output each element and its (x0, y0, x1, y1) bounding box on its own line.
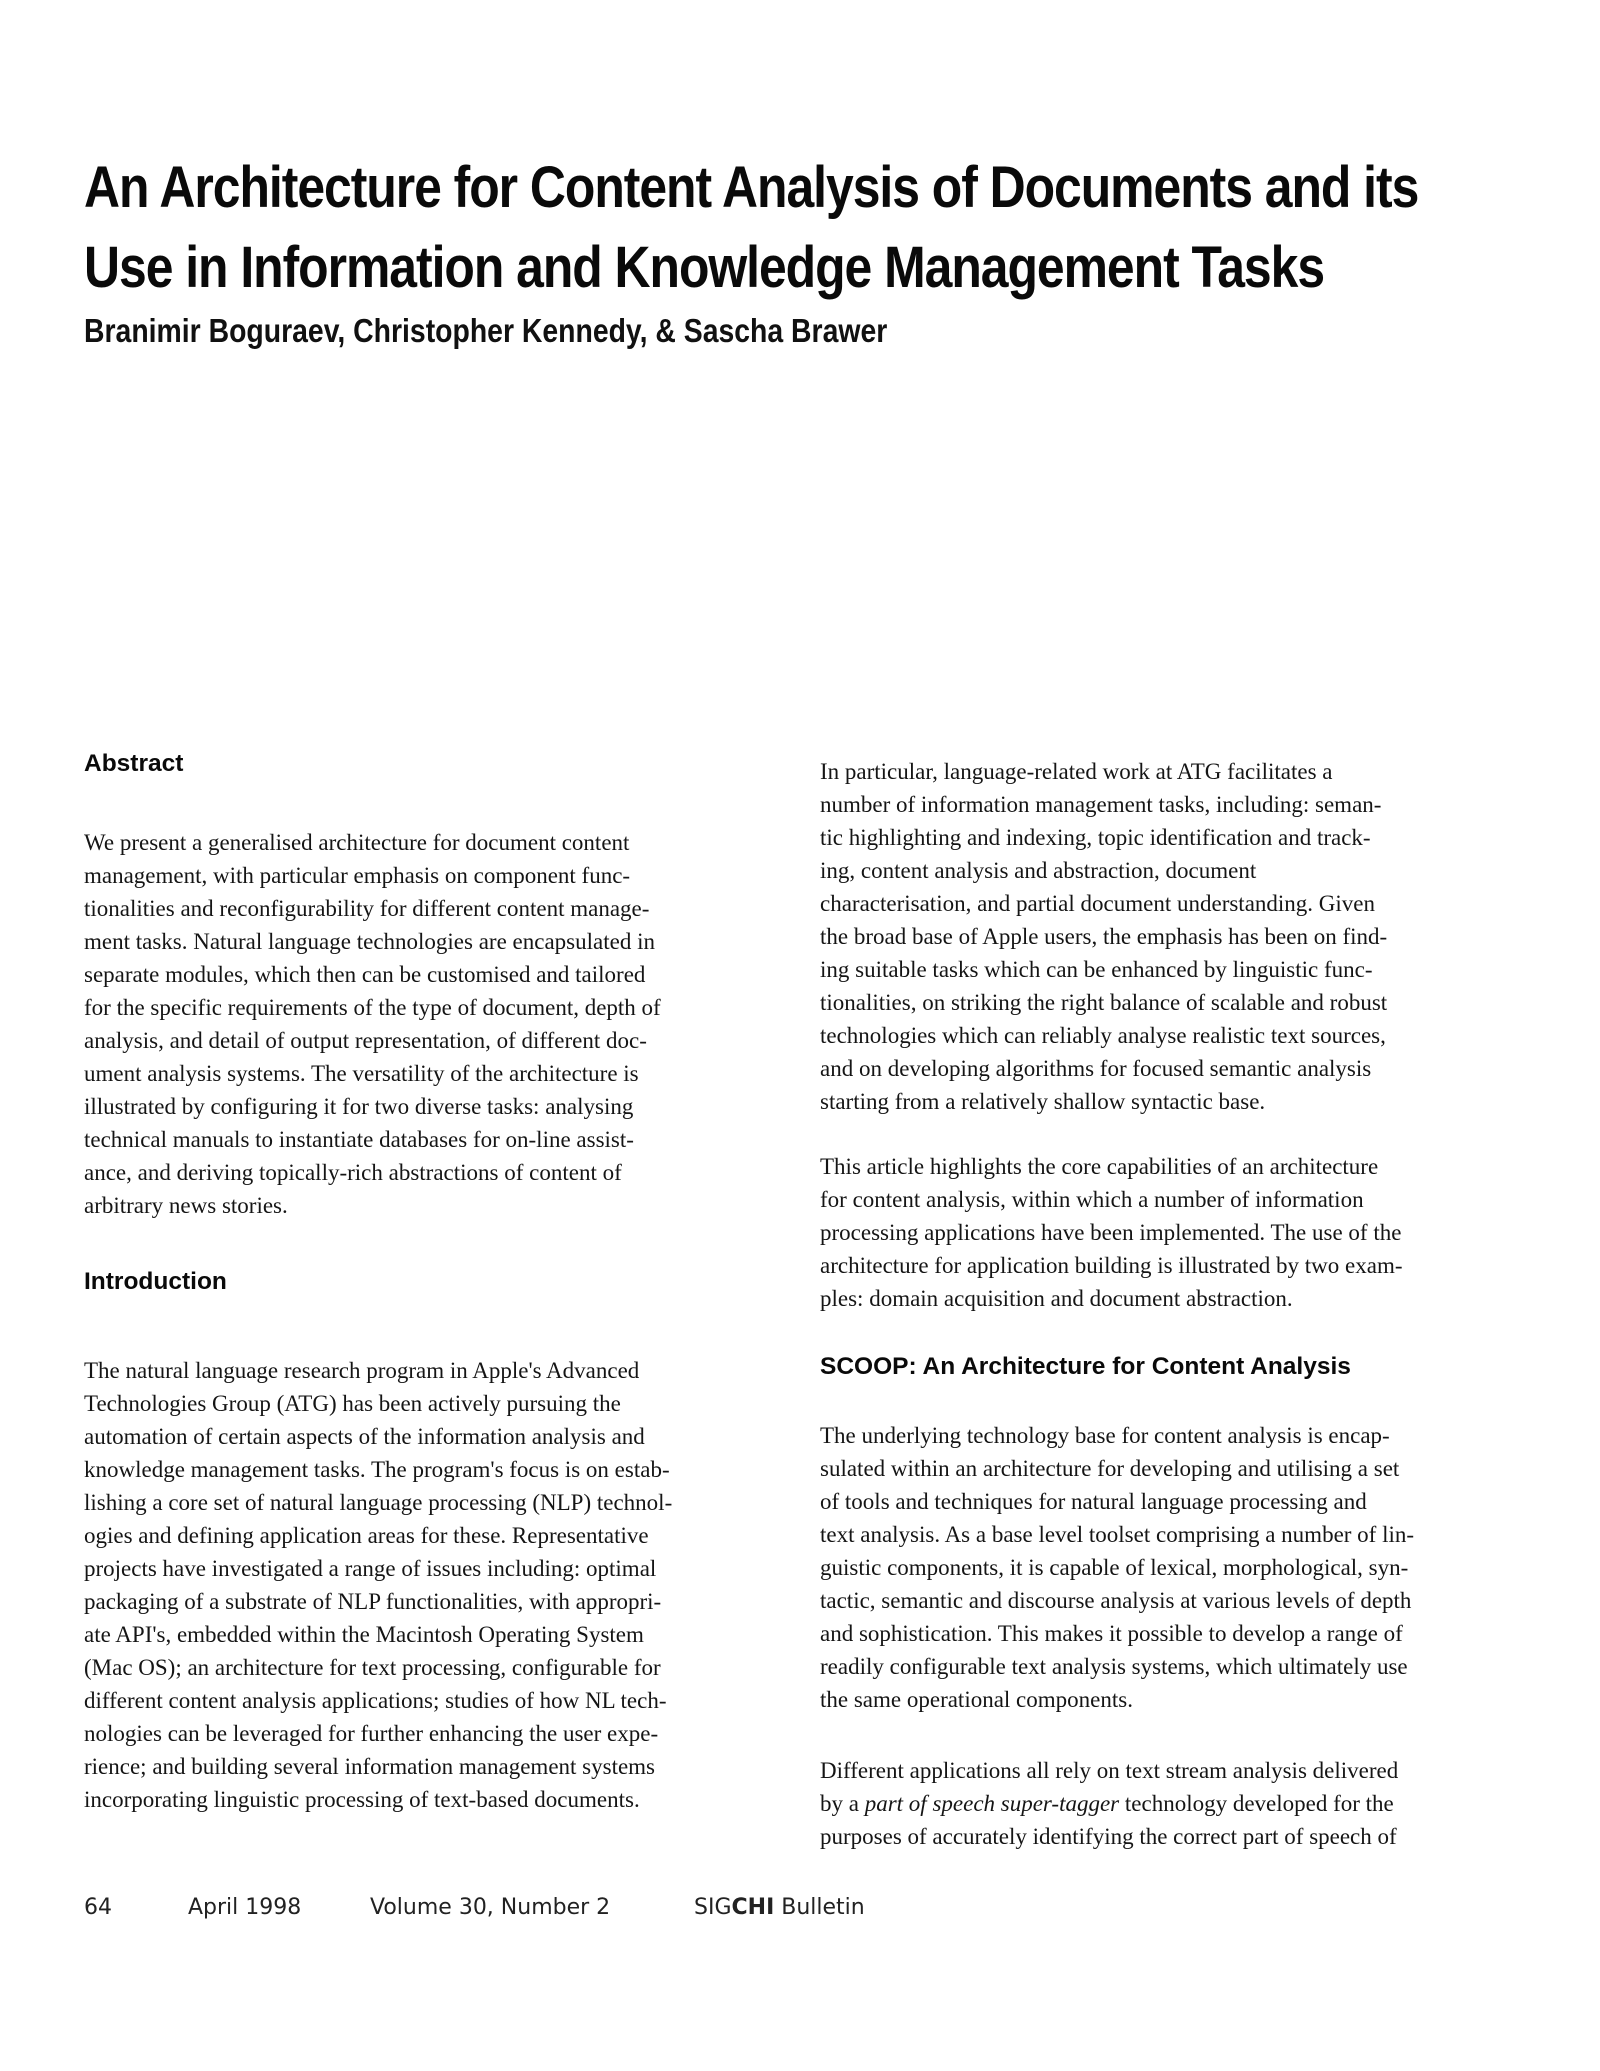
text-line: ing suitable tasks which can be enhanced by linguistic func- (820, 957, 1373, 982)
publication-bold: CHI (731, 1895, 775, 1920)
text-line: the same operational components. (820, 1687, 1133, 1712)
text-line: for content analysis, within which a number of information (820, 1187, 1364, 1212)
text-line: text analysis. As a base level toolset comprising a number of lin- (820, 1522, 1415, 1547)
text-line: projects have investigated a range of issues including: optimal (84, 1556, 657, 1581)
text-line: rience; and building several information management systems (84, 1754, 656, 1779)
text-fragment: by a (820, 1791, 865, 1816)
text-line: tic highlighting and indexing, topic identification and track- (820, 825, 1371, 850)
text-line: technologies which can reliably analyse realistic text sources, (820, 1023, 1386, 1048)
text-line: guistic components, it is capable of lexical, morphological, syn- (820, 1555, 1409, 1580)
text-line: different content analysis applications; studies of how NL tech- (84, 1688, 667, 1713)
volume-number: Volume 30, Number 2 (370, 1895, 611, 1920)
text-line: the broad base of Apple users, the emphasis has been on find- (820, 924, 1388, 949)
text-line: lishing a core set of natural language processing (NLP) technol- (84, 1490, 673, 1515)
text-line: purposes of accurately identifying the correct part of speech of (820, 1824, 1397, 1849)
text-line: ing, content analysis and abstraction, document (820, 858, 1257, 883)
text-line: Technologies Group (ATG) has been actively pursuing the (84, 1391, 621, 1416)
body-paragraph (820, 1150, 1510, 1315)
introduction-heading: Introduction (84, 1268, 227, 1295)
title-line: Use in Information and Knowledge Management Tasks (84, 235, 1325, 300)
text-line: ate API's, embedded within the Macintosh Operating System (84, 1622, 644, 1647)
text-line: number of information management tasks, including: seman- (820, 792, 1382, 817)
abstract-heading: Abstract (84, 750, 184, 777)
body-paragraph (820, 755, 1510, 1118)
text-line: technical manuals to instantiate databases for on-line assist- (84, 1127, 634, 1152)
text-line: This article highlights the core capabilities of an architecture (820, 1154, 1379, 1179)
introduction-paragraph (84, 1354, 774, 1816)
text-line: tionalities and reconfigurability for different content manage- (84, 896, 650, 921)
text-line: automation of certain aspects of the information analysis and (84, 1424, 645, 1449)
text-line: management, with particular emphasis on component func- (84, 863, 631, 888)
text-line: nologies can be leveraged for further enhancing the user expe- (84, 1721, 659, 1746)
text-line: tactic, semantic and discourse analysis at various levels of depth (820, 1588, 1412, 1613)
text-line: Different applications all rely on text stream analysis delivered (820, 1758, 1399, 1783)
text-line: analysis, and detail of output representation, of different doc- (84, 1028, 647, 1053)
text-line: arbitrary news stories. (84, 1193, 288, 1218)
publication-name (694, 1895, 865, 1920)
text-line: In particular, language-related work at ATG facilitates a (820, 759, 1333, 784)
text-line: and sophistication. This makes it possible to develop a range of (820, 1621, 1403, 1646)
paper-title (84, 148, 1419, 308)
body-paragraph (820, 1419, 1510, 1716)
text-fragment: technology developed for the (1119, 1791, 1394, 1816)
text-line: characterisation, and partial document understanding. Given (820, 891, 1375, 916)
text-line: for the specific requirements of the type of document, depth of (84, 995, 661, 1020)
text-line: The natural language research program in Apple's Advanced (84, 1358, 640, 1383)
text-line: ment tasks. Natural language technologies are encapsulated in (84, 929, 655, 954)
text-line: illustrated by configuring it for two diverse tasks: analysing (84, 1094, 634, 1119)
scoop-section-heading: SCOOP: An Architecture for Content Analysis (820, 1353, 1351, 1380)
text-line: ument analysis systems. The versatility of the architecture is (84, 1061, 639, 1086)
text-line: readily configurable text analysis systems, which ultimately use (820, 1654, 1408, 1679)
text-line: ance, and deriving topically-rich abstractions of content of (84, 1160, 622, 1185)
text-line: processing applications have been implemented. The use of the (820, 1220, 1402, 1245)
text-line: knowledge management tasks. The program's focus is on estab- (84, 1457, 670, 1482)
text-line: incorporating linguistic processing of text-based documents. (84, 1787, 640, 1812)
text-line: sulated within an architecture for developing and utilising a set (820, 1456, 1400, 1481)
text-line: architecture for application building is illustrated by two exam- (820, 1253, 1403, 1278)
text-line: starting from a relatively shallow syntactic base. (820, 1089, 1266, 1114)
left-column (84, 750, 774, 1816)
text-line: ogies and defining application areas for these. Representative (84, 1523, 649, 1548)
text-line: ples: domain acquisition and document abstraction. (820, 1286, 1293, 1311)
text-line: (Mac OS); an architecture for text processing, configurable for (84, 1655, 661, 1680)
text-line: tionalities, on striking the right balance of scalable and robust (820, 990, 1388, 1015)
publication-suffix: Bulletin (774, 1895, 865, 1920)
text-line: packaging of a substrate of NLP functionalities, with appropri- (84, 1589, 662, 1614)
text-line: separate modules, which then can be customised and tailored (84, 962, 646, 987)
body-paragraph (820, 1754, 1510, 1853)
author-list: Branimir Boguraev, Christopher Kennedy, & Sascha Brawer (84, 312, 888, 349)
abstract-paragraph (84, 826, 774, 1222)
right-column (820, 755, 1510, 1853)
text-line: of tools and techniques for natural language processing and (820, 1489, 1367, 1514)
text-line (820, 1787, 1510, 1820)
issue-date: April 1998 (188, 1895, 302, 1920)
text-line: The underlying technology base for content analysis is encap- (820, 1423, 1390, 1448)
page-number: 64 (84, 1895, 112, 1920)
emphasis-term: part of speech super-tagger (864, 1791, 1120, 1816)
text-line: We present a generalised architecture for document content (84, 830, 630, 855)
title-line: An Architecture for Content Analysis of Documents and its (84, 155, 1419, 220)
publication-prefix: SIG (694, 1895, 732, 1920)
text-line: and on developing algorithms for focused semantic analysis (820, 1056, 1372, 1081)
